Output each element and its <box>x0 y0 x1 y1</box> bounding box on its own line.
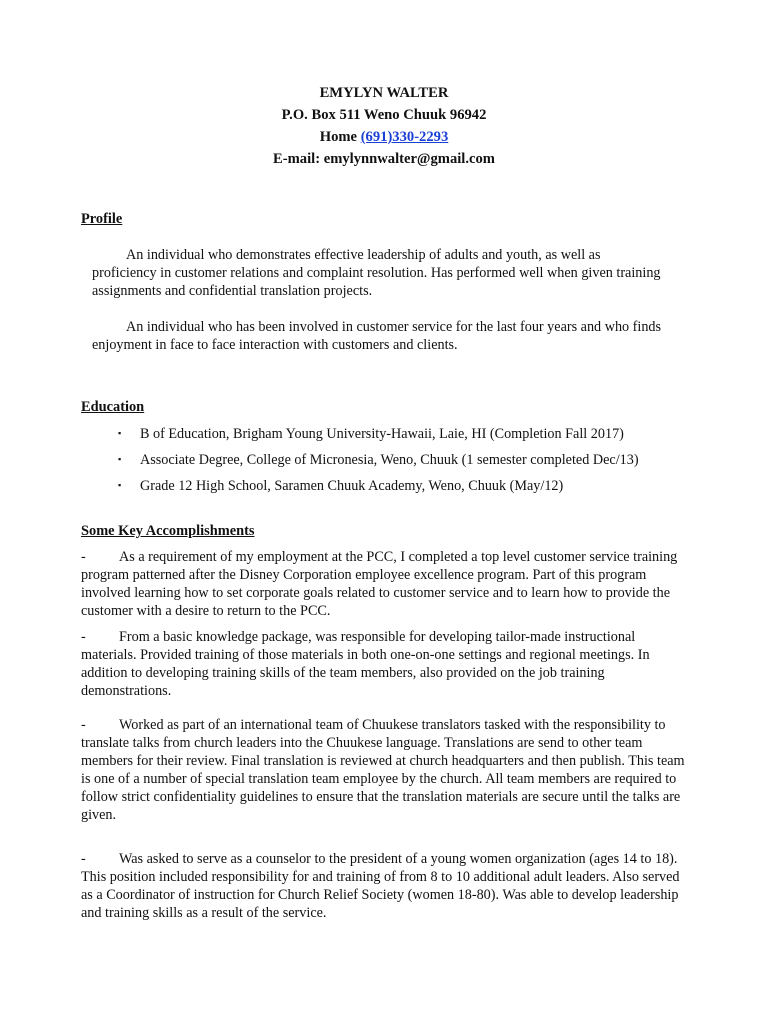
accomplishment-text: Was asked to serve as a counselor to the president of a young women organization (ages 14 to 18). This position included responsibility for and training of from 8 to 10 additional adult leaders. Also served as a Coordinator of instruction for Church Relief Society (women 18-80). Was able to develop leadership and training skills as a result of the service. <box>81 851 680 921</box>
home-phone-link[interactable]: (691)330-2293 <box>360 129 449 145</box>
dash-marker: - <box>81 549 86 565</box>
dash-marker: - <box>81 717 86 733</box>
accomplishments-heading: Some Key Accomplishments <box>81 523 255 539</box>
accomplishment-item <box>81 850 686 922</box>
square-bullet-icon: ▪ <box>118 428 122 438</box>
accomplishment-text: Worked as part of an international team of Chuukese translators tasked with the responsibility to translate talks from church leaders into the Chuukese language. Translations are send to other team members for their review. Final translation is reviewed at church headquarters and then publish. This team is one of a number of special translation team employee by the church. All team members are required to follow strict confidentiality guidelines to ensure that the translation materials are secure until the talks are given. <box>81 717 685 823</box>
home-label: Home <box>319 129 361 145</box>
email-line: E-mail: emylynnwalter@gmail.com <box>273 151 495 167</box>
accomplishment-text: From a basic knowledge package, was responsible for developing tailor-made instructional materials. Provided training of those materials in both one-on-one settings and regional meetings. In addition to developing training skills of the team members, also provided on the job training demonstrations. <box>81 629 650 699</box>
education-item-text: B of Education, Brigham Young University-Hawaii, Laie, HI (Completion Fall 2017) <box>140 426 624 442</box>
education-heading: Education <box>81 399 145 415</box>
profile-paragraph-1: An individual who demonstrates effective leadership of adults and youth, as well as proficiency in customer relations and complaint resolution. Has performed well when given training assignments and confidential translation projects. <box>92 247 661 299</box>
square-bullet-icon: ▪ <box>118 480 122 490</box>
accomplishment-text: As a requirement of my employment at the PCC, I completed a top level customer service training program patterned after the Disney Corporation employee excellence program. Part of this program involved learning how to set corporate goals related to customer service and to learn how to provide the customer with a desire to return to the PCC. <box>81 549 678 619</box>
education-item <box>118 424 718 443</box>
accomplishment-item <box>81 716 686 824</box>
dash-marker: - <box>81 851 86 867</box>
accomplishment-item <box>81 548 686 620</box>
mailing-address: P.O. Box 511 Weno Chuuk 96942 <box>281 107 487 123</box>
profile-paragraph-2: An individual who has been involved in customer service for the last four years and who finds enjoyment in face to face interaction with customers and clients. <box>92 319 662 353</box>
education-item <box>118 450 718 469</box>
applicant-name: EMYLYN WALTER <box>319 85 449 101</box>
square-bullet-icon: ▪ <box>118 454 122 464</box>
accomplishment-item <box>81 628 686 700</box>
education-item-text: Grade 12 High School, Saramen Chuuk Academy, Weno, Chuuk (May/12) <box>140 478 564 494</box>
resume-header <box>0 82 768 170</box>
home-phone-line <box>0 126 768 148</box>
education-item <box>118 476 718 495</box>
education-item-text: Associate Degree, College of Micronesia, Weno, Chuuk (1 semester completed Dec/13) <box>140 452 639 468</box>
dash-marker: - <box>81 629 86 645</box>
profile-heading: Profile <box>81 211 123 227</box>
